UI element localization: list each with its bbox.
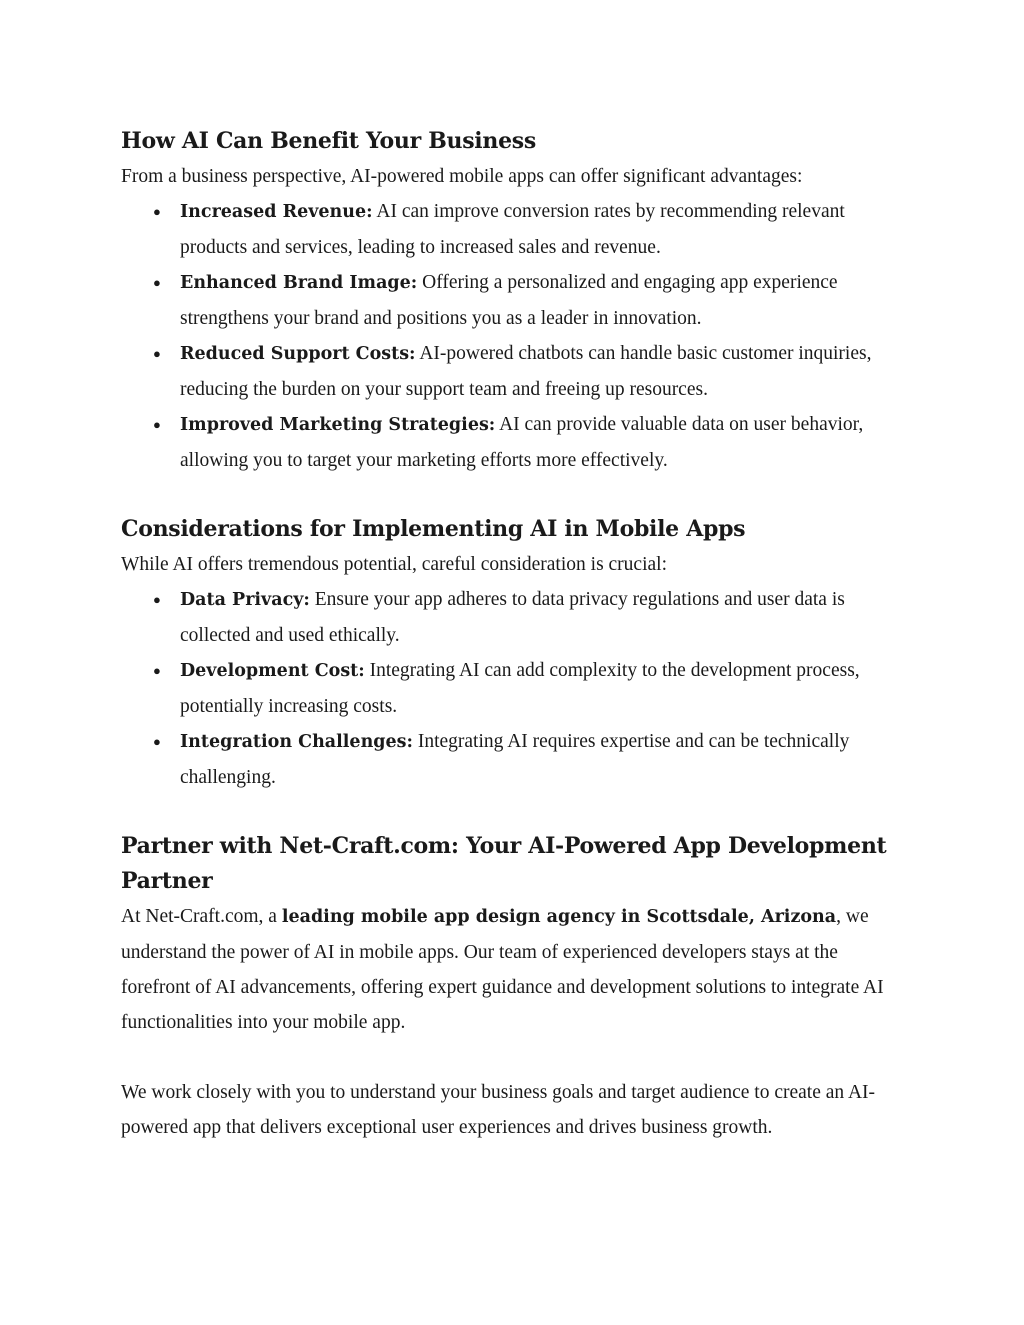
section-intro: From a business perspective, AI-powered mobile apps can offer significant advantages: xyxy=(121,166,803,187)
paragraph-text: , we understand the power of AI in mobile apps. Our team of experienced developers stays at the forefront of AI advancements, offering expert guidance and development solutions to integrate AI functionalities into your mobile app. xyxy=(121,906,884,1033)
agency-highlight: leading mobile app design agency in Scottsdale, Arizona xyxy=(281,907,837,927)
list-item xyxy=(121,724,911,795)
section-considerations xyxy=(121,512,911,795)
list-item xyxy=(121,582,911,653)
document-page xyxy=(121,124,911,1145)
item-text: Integrating AI requires expertise and can be technically challenging. xyxy=(180,731,850,788)
section-benefits xyxy=(121,124,911,478)
list-item xyxy=(121,194,911,265)
benefits-list xyxy=(121,194,911,478)
section-partner xyxy=(121,829,911,1145)
bullet-icon: ● xyxy=(153,346,161,361)
item-term: Enhanced Brand Image: xyxy=(180,273,418,293)
item-term: Data Privacy: xyxy=(180,590,310,610)
partner-paragraph xyxy=(121,899,911,1040)
paragraph-text: At Net-Craft.com, a xyxy=(121,906,282,927)
item-term: Reduced Support Costs: xyxy=(180,344,416,364)
bullet-icon: ● xyxy=(153,204,161,219)
item-text: Offering a personalized and engaging app experience strengthens your brand and positions you as a leader in innovation. xyxy=(180,272,838,329)
list-item xyxy=(121,407,911,478)
section-heading: Considerations for Implementing AI in Mobile Apps xyxy=(121,516,746,542)
item-text: AI can provide valuable data on user behavior, allowing you to target your marketing efforts more effectively. xyxy=(180,414,864,471)
item-text: Ensure your app adheres to data privacy regulations and user data is collected and used ethically. xyxy=(180,589,845,646)
item-term: Increased Revenue: xyxy=(180,202,373,222)
item-text: AI can improve conversion rates by recommending relevant products and services, leading to increased sales and revenue. xyxy=(180,201,845,258)
list-item xyxy=(121,336,911,407)
bullet-icon: ● xyxy=(153,275,161,290)
list-item xyxy=(121,653,911,724)
item-term: Integration Challenges: xyxy=(180,732,413,752)
section-intro: While AI offers tremendous potential, careful consideration is crucial: xyxy=(121,554,667,575)
section-heading: How AI Can Benefit Your Business xyxy=(121,128,536,154)
closing-paragraph: We work closely with you to understand your business goals and target audience to create an AI-powered app that delivers exceptional user experiences and drives business growth. xyxy=(121,1082,876,1138)
section-heading: Partner with Net-Craft.com: Your AI-Powered App Development Partner xyxy=(121,833,887,894)
bullet-icon: ● xyxy=(153,417,161,432)
list-item xyxy=(121,265,911,336)
item-text: Integrating AI can add complexity to the development process, potentially increasing costs. xyxy=(180,660,860,717)
bullet-icon: ● xyxy=(153,663,161,678)
bullet-icon: ● xyxy=(153,734,161,749)
item-term: Development Cost: xyxy=(180,661,365,681)
bullet-icon: ● xyxy=(153,592,161,607)
item-term: Improved Marketing Strategies: xyxy=(180,415,496,435)
considerations-list xyxy=(121,582,911,795)
item-text: AI-powered chatbots can handle basic customer inquiries, reducing the burden on your support team and freeing up resources. xyxy=(180,343,872,400)
